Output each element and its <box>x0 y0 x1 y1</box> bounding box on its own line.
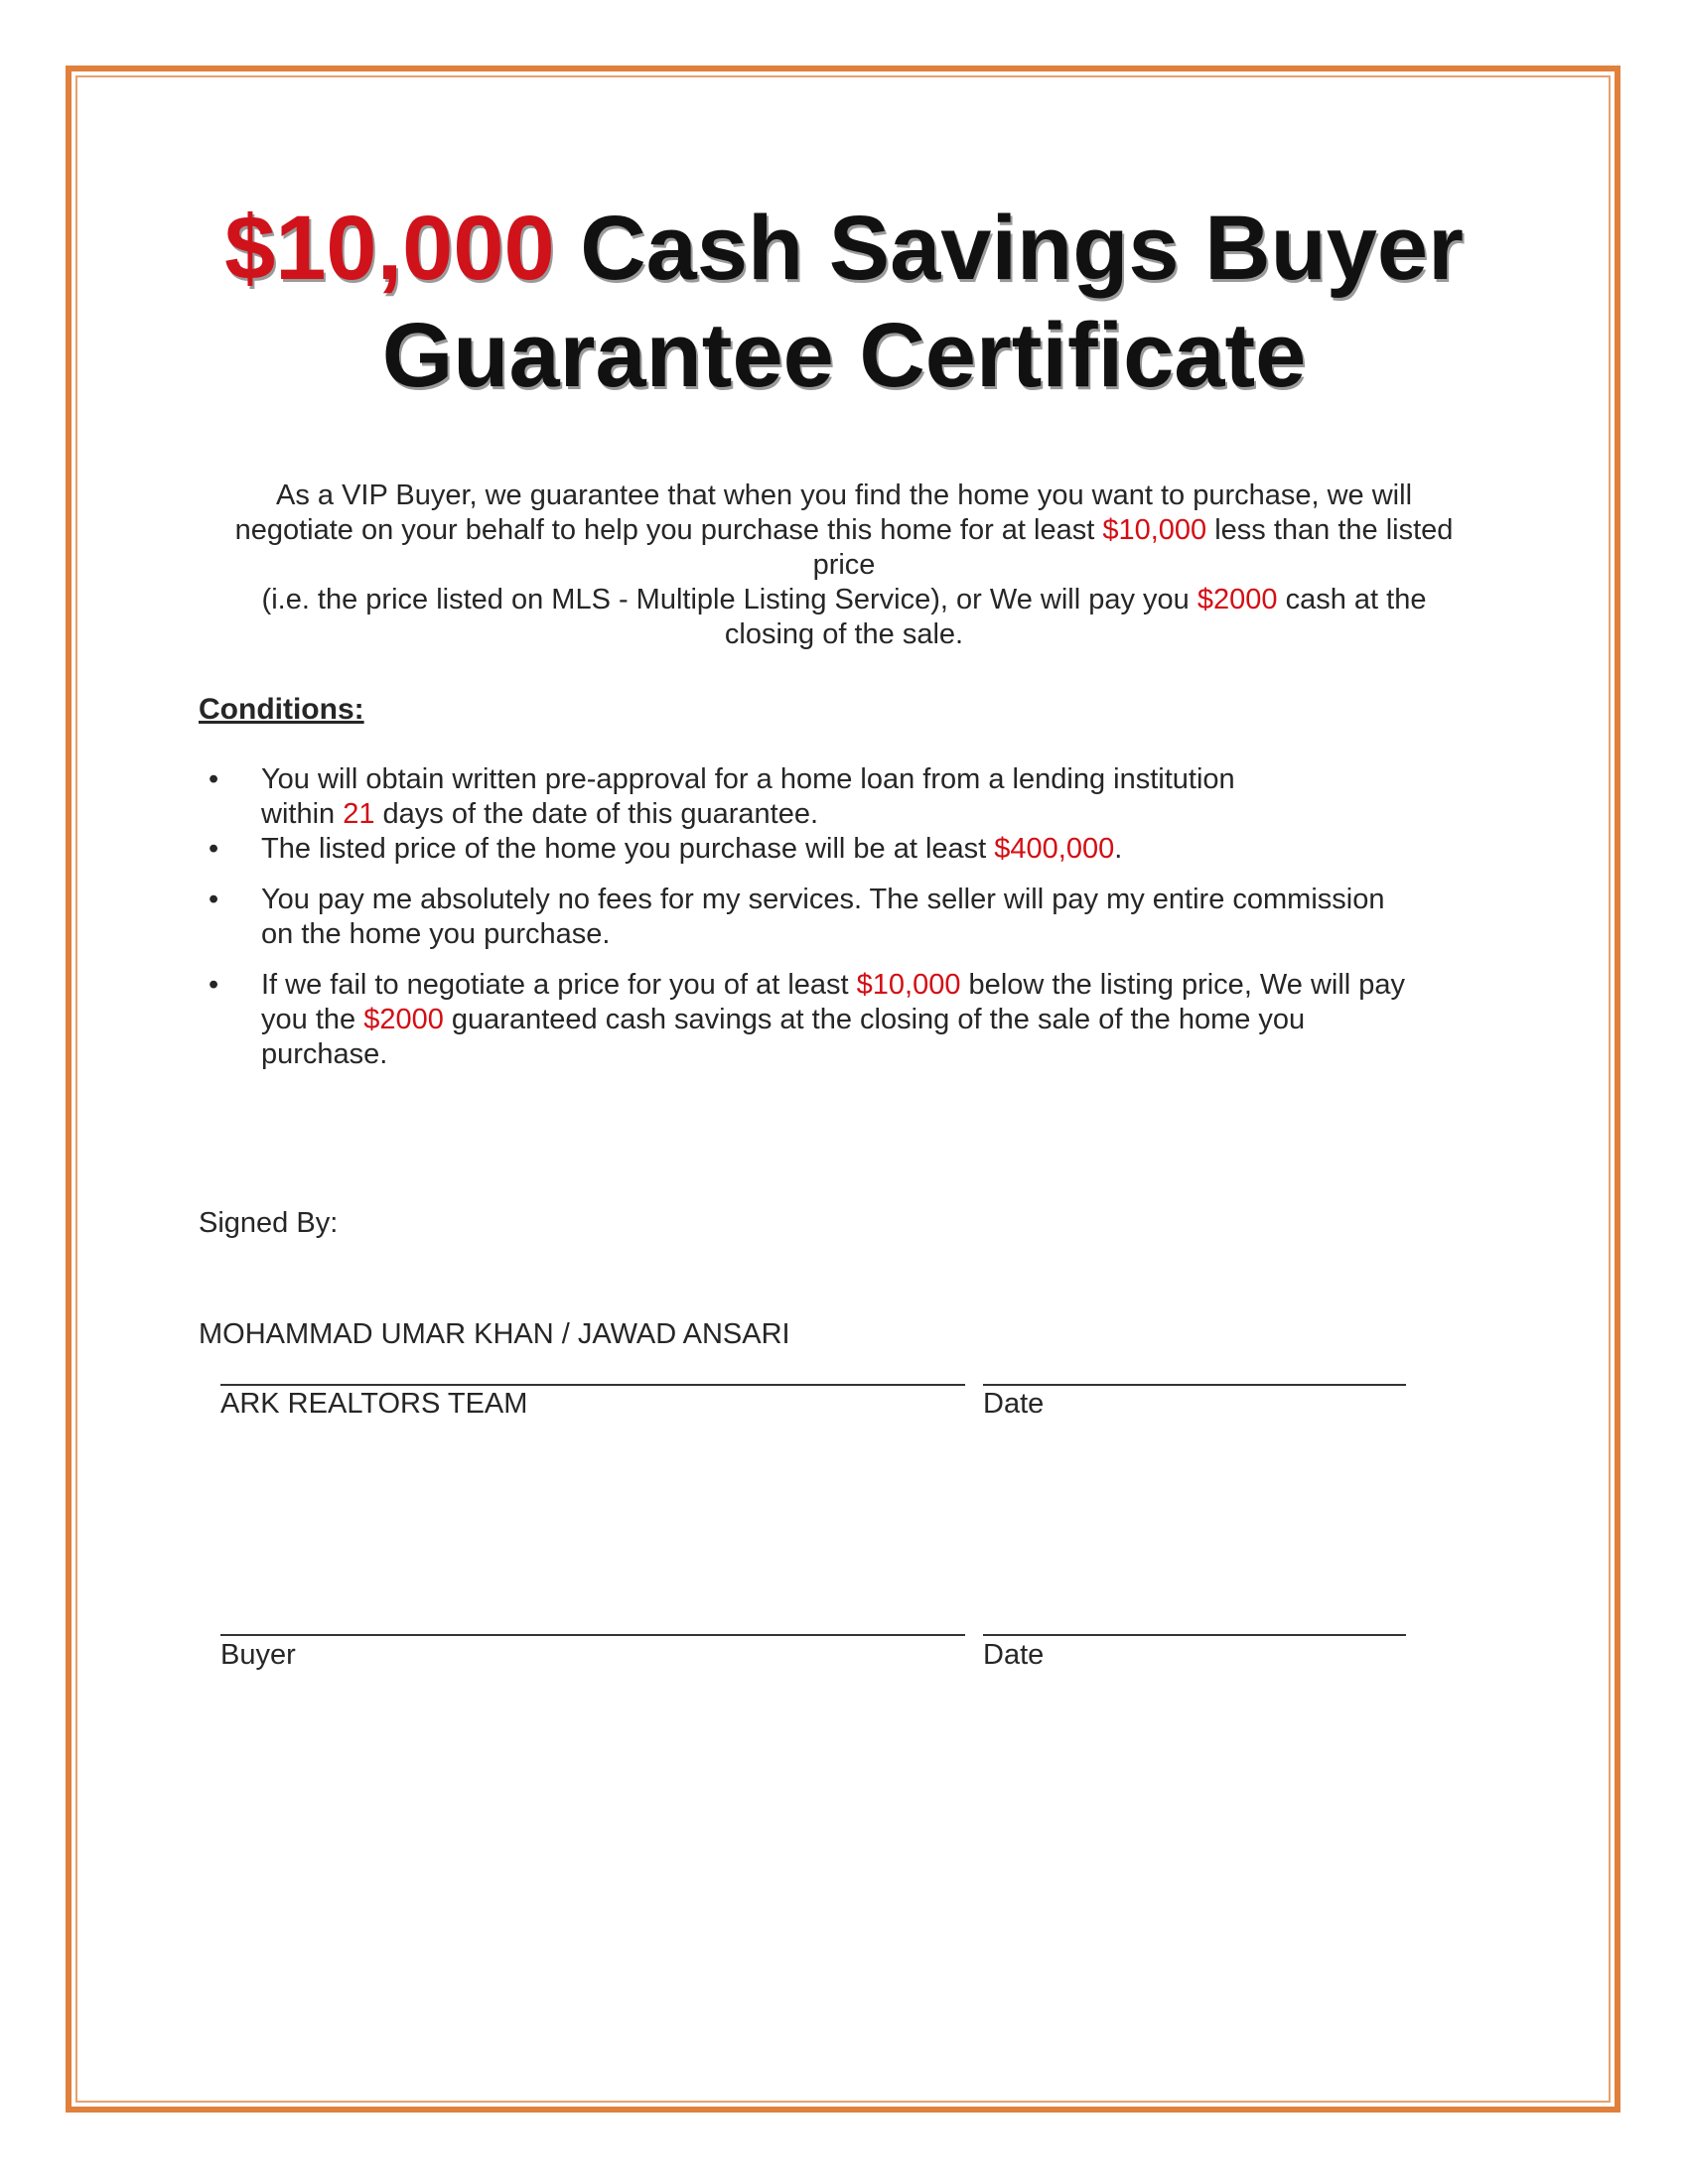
condition-amount-cash: $2000 <box>363 1004 444 1035</box>
condition-line: purchase. <box>261 1038 388 1070</box>
condition-text: guaranteed cash savings at the closing of the sale of the home you <box>443 1004 1306 1035</box>
intro-amount-cash: $2000 <box>1196 584 1278 615</box>
condition-line <box>261 832 1489 867</box>
condition-line <box>261 968 1489 1003</box>
condition-item <box>199 762 1489 832</box>
condition-text: within <box>261 798 344 830</box>
condition-text: The listed price of the home you purchase will be at least <box>261 833 995 865</box>
intro-paragraph <box>179 478 1509 652</box>
condition-text: . <box>1114 833 1123 865</box>
team-label: ARK REALTORS TEAM <box>220 1388 528 1420</box>
conditions-heading: Conditions: <box>199 693 364 726</box>
title-line-2: Guarantee Certificate <box>381 305 1307 406</box>
buyer-date-label: Date <box>983 1639 1045 1671</box>
intro-amount-savings: $10,000 <box>1102 514 1207 546</box>
intro-text: (i.e. the price listed on MLS - Multiple Listing Service), or We will pay you <box>261 584 1197 615</box>
certificate-title <box>99 195 1589 409</box>
condition-line: on the home you purchase. <box>261 918 611 950</box>
buyer-date-line[interactable] <box>983 1634 1406 1636</box>
team-date-label: Date <box>983 1388 1045 1420</box>
title-line-1-text: Cash Savings Buyer <box>554 198 1464 299</box>
intro-line <box>179 513 1509 548</box>
bullet-icon: • <box>209 833 219 865</box>
condition-text: you the <box>261 1004 364 1035</box>
condition-text: If we fail to negotiate a price for you of at least <box>261 969 857 1001</box>
condition-amount-savings: $10,000 <box>856 969 961 1001</box>
intro-text: cash at the <box>1277 584 1427 615</box>
intro-text: negotiate on your behalf to help you purchase this home for at least <box>234 514 1103 546</box>
agent-names: MOHAMMAD UMAR KHAN / JAWAD ANSARI <box>199 1318 790 1350</box>
condition-line <box>261 797 1489 832</box>
conditions-list <box>199 762 1489 1072</box>
title-line-1 <box>99 195 1589 302</box>
bullet-icon: • <box>209 969 219 1001</box>
condition-line: You will obtain written pre-approval for a home loan from a lending institution <box>261 763 1235 795</box>
condition-line: You pay me absolutely no fees for my services. The seller will pay my entire commission <box>261 884 1385 915</box>
bullet-icon: • <box>209 884 219 915</box>
condition-days: 21 <box>343 798 375 830</box>
condition-text: below the listing price, We will pay <box>960 969 1406 1001</box>
intro-line: closing of the sale. <box>724 618 964 650</box>
condition-text: days of the date of this guarantee. <box>374 798 819 830</box>
intro-line <box>179 583 1509 617</box>
condition-item <box>199 883 1489 952</box>
bullet-icon: • <box>209 763 219 795</box>
intro-line: As a VIP Buyer, we guarantee that when you find the home you want to purchase, we will <box>275 479 1413 511</box>
title-amount: $10,000 <box>224 198 555 299</box>
intro-text: less than the listed <box>1206 514 1454 546</box>
team-signature-line[interactable] <box>220 1384 965 1386</box>
condition-item <box>199 832 1489 867</box>
signed-by-label: Signed By: <box>199 1207 339 1239</box>
team-date-line[interactable] <box>983 1384 1406 1386</box>
condition-min-price: $400,000 <box>994 833 1115 865</box>
condition-item <box>199 968 1489 1072</box>
buyer-signature-line[interactable] <box>220 1634 965 1636</box>
intro-line: price <box>812 549 876 581</box>
buyer-label: Buyer <box>220 1639 296 1671</box>
condition-line <box>261 1003 1489 1037</box>
